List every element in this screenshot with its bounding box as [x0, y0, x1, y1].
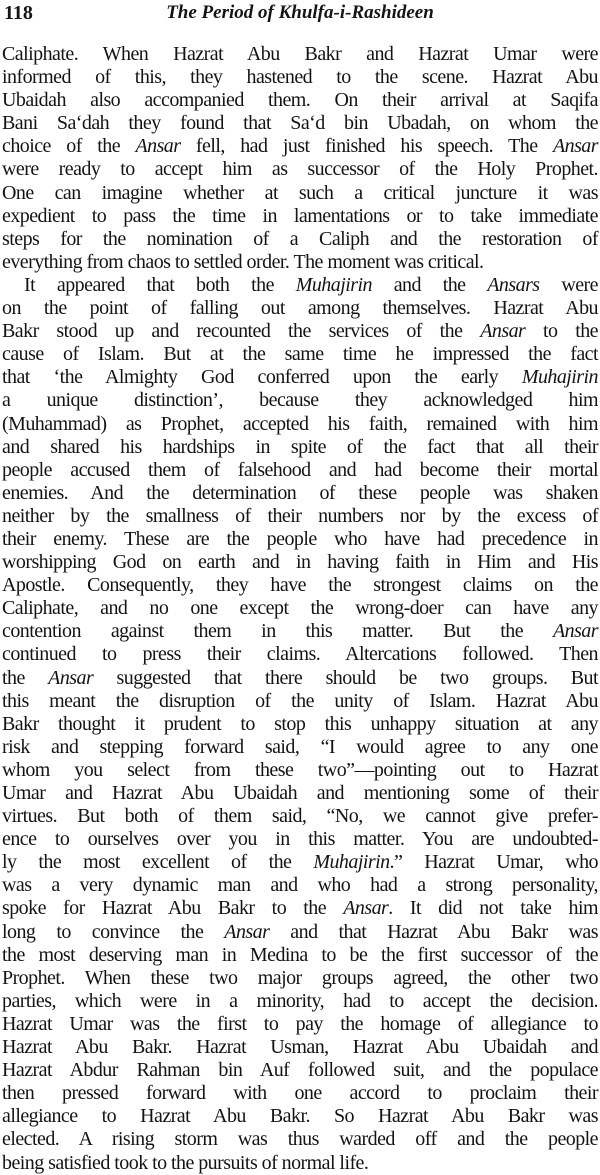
text-line: One can imagine whether at such a critical juncture it was [2, 181, 598, 204]
page-header [0, 0, 600, 36]
text-line: cause of Islam. But at the same time he impressed the fact [2, 343, 598, 366]
italic-term: Ansars [487, 273, 540, 296]
text-line: were ready to accept him as successor of the Holy Prophet. [2, 158, 598, 181]
text-line: the Ansar suggested that there should be two groups. But [2, 666, 599, 689]
text-line: being satisfied took to the pursuits of normal life. [2, 1151, 369, 1174]
text-line: worshipping God on earth and in having faith in Him and His [2, 551, 598, 574]
text-line: that ‘the Almighty God conferred upon the early Muhajirin [2, 366, 598, 389]
text-line: and shared his hardships in spite of the fact that all their [2, 435, 598, 458]
text-line: on the point of falling out among themselves. Hazrat Abu [2, 297, 598, 320]
italic-term: Ansar [48, 666, 94, 689]
text-line: Bakr stood up and recounted the services of the Ansar to the [2, 320, 599, 343]
text-line: Umar and Hazrat Abu Ubaidah and mentioning some of their [2, 782, 598, 804]
text-line: choice of the Ansar fell, had just finished his speech. The Ansar [2, 135, 598, 158]
text-line: continued to press their claims. Altercations followed. Then [2, 643, 598, 666]
text-line: Hazrat Abdur Rahman bin Auf followed suit, and the populace [2, 1059, 598, 1082]
text-line: whom you select from these two”—pointing out to Hazrat [2, 758, 598, 781]
page-number: 118 [4, 2, 33, 24]
text-line: risk and stepping forward said, “I would agree to any one [2, 735, 598, 758]
text-line: everything from chaos to settled order. The moment was critical. [2, 250, 484, 273]
text-line: Ubaidah also accompanied them. On their arrival at Saqifa [2, 89, 598, 112]
paragraph [0, 274, 600, 1175]
italic-term: Ansar [480, 320, 526, 343]
italic-term: Ansar [552, 620, 598, 643]
text-line: Apostle. Consequently, they have the strongest claims on the [2, 574, 598, 597]
text-line: neither by the smallness of their numbers nor by the excess of [2, 504, 598, 527]
text-line: ly the most excellent of the Muhajirin.” Hazrat Umar, who [2, 851, 598, 874]
italic-term: Muhajirin [313, 851, 390, 874]
text-line: then pressed forward with one accord to proclaim their [2, 1082, 598, 1105]
text-line: their enemy. These are the people who have had precedence in [2, 527, 598, 550]
text-line: Bani Sa‘dah they found that Sa‘d bin Ubadah, on whom the [2, 112, 598, 135]
text-line: Bakr thought it prudent to stop this unhappy situation at any [2, 712, 598, 735]
italic-term: Ansar [343, 897, 389, 920]
body-text [0, 43, 600, 1175]
text-line: It appeared that both the Muhajirin and the Ansars were [24, 273, 598, 296]
italic-term: Ansar [135, 135, 181, 158]
text-line: expedient to pass the time in lamentations or to take immediate [2, 204, 598, 227]
text-line: Caliphate, and no one except the wrong-doer can have any [2, 597, 598, 620]
text-line: people accused them of falsehood and had become their mortal [2, 458, 598, 481]
text-line: this meant the disruption of the unity of Islam. Hazrat Abu [2, 689, 598, 712]
text-line: the most deserving man in Medina to be the first successor of the [2, 943, 598, 966]
text-line: virtues. But both of them said, “No, we cannot give prefer- [2, 805, 598, 828]
italic-term: Muhajirin [521, 366, 598, 389]
italic-term: Muhajirin [295, 273, 372, 296]
italic-term: Ansar [552, 135, 598, 158]
text-line: informed of this, they hastened to the scene. Hazrat Abu [2, 66, 598, 89]
text-line: Hazrat Abu Bakr. Hazrat Usman, Hazrat Abu Ubaidah and [2, 1036, 598, 1059]
text-line: contention against them in this matter. But the Ansar [2, 620, 598, 643]
text-line: was a very dynamic man and who had a strong personality, [2, 874, 598, 897]
running-title: The Period of Khulfa-i-Rashideen [166, 2, 434, 23]
text-line: Prophet. When these two major groups agreed, the other two [2, 966, 598, 989]
text-line: ence to ourselves over you in this matter. You are undoubted- [2, 828, 598, 851]
text-line: enemies. And the determination of these people was shaken [2, 481, 598, 504]
text-line: parties, which were in a minority, had to accept the decision. [2, 989, 598, 1012]
text-line: spoke for Hazrat Abu Bakr to the Ansar. It did not take him [2, 897, 598, 920]
text-line: long to convince the Ansar and that Hazrat Abu Bakr was [2, 920, 598, 943]
text-line: (Muhammad) as Prophet, accepted his faith, remained with him [2, 412, 598, 435]
text-line: allegiance to Hazrat Abu Bakr. So Hazrat Abu Bakr was [2, 1105, 598, 1128]
text-line: steps for the nomination of a Caliph and the restoration of [2, 227, 598, 250]
text-line: Hazrat Umar was the first to pay the homage of allegiance to [2, 1012, 598, 1035]
italic-term: Ansar [224, 920, 270, 943]
paragraph [0, 43, 600, 274]
text-line: elected. A rising storm was thus warded off and the people [2, 1128, 598, 1151]
text-line: a unique distinction’, because they acknowledged him [2, 389, 598, 412]
text-line: Caliphate. When Hazrat Abu Bakr and Hazrat Umar were [2, 43, 598, 65]
